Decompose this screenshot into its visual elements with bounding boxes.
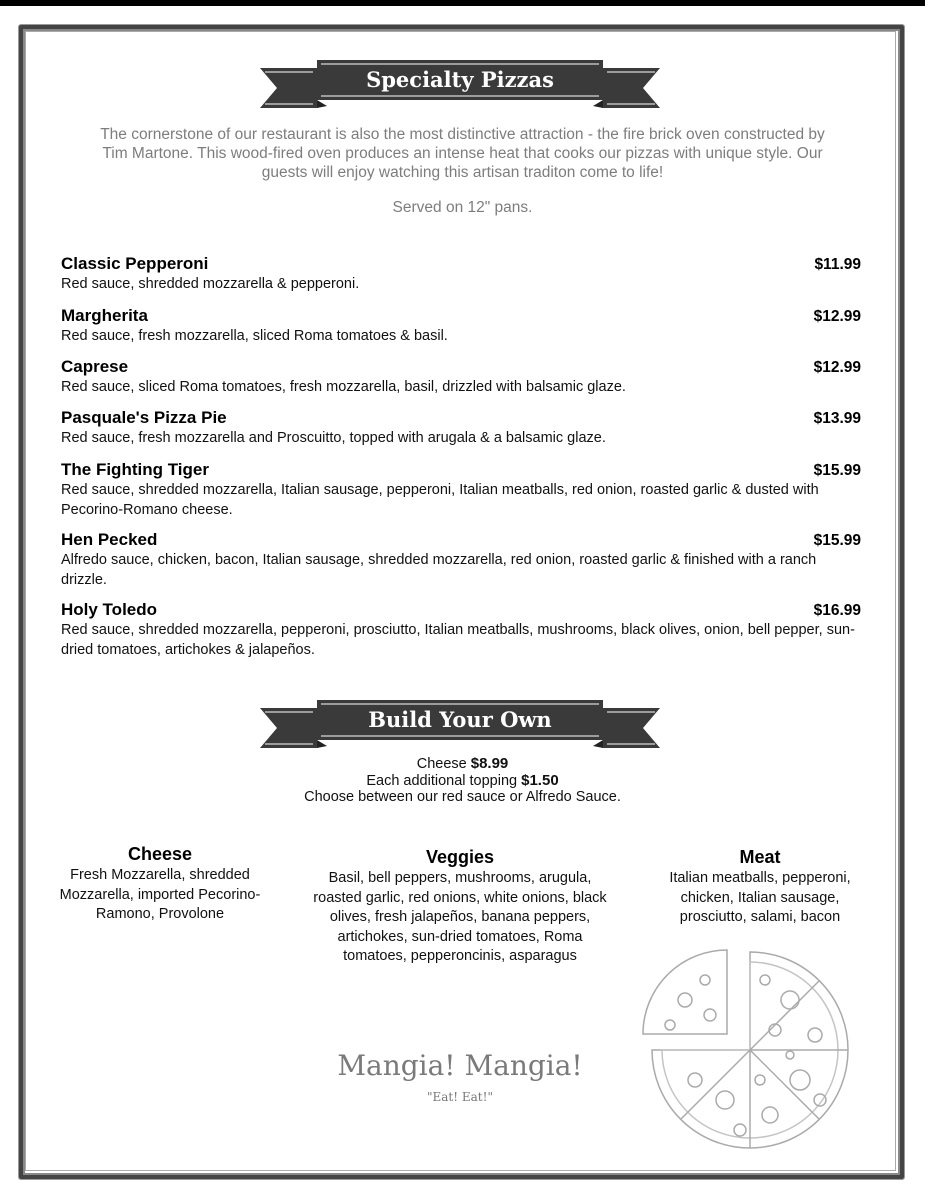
item-name: Holy Toledo	[61, 600, 158, 619]
item-price: $13.99	[813, 410, 861, 427]
item-name: Caprese	[61, 357, 129, 376]
column-title: Veggies	[425, 847, 495, 867]
byo-cheese-price: $8.99	[470, 755, 509, 772]
section-title-specialty: Specialty Pizzas	[366, 67, 554, 92]
menu-item	[61, 408, 861, 449]
item-description: Red sauce, fresh mozzarella, sliced Roma tomatoes & basil.	[61, 328, 448, 344]
byo-topping-label: Each additional topping	[366, 773, 518, 789]
column-title: Meat	[739, 847, 781, 867]
menu-item	[61, 460, 861, 520]
tagline: Mangia! Mangia!	[337, 1049, 583, 1082]
menu-item	[61, 530, 861, 590]
item-description: Red sauce, fresh mozzarella and Proscuitto, topped with arugala & a balsamic glaze.	[61, 430, 606, 446]
byo-sauce-note: Choose between our red sauce or Alfredo Sauce.	[304, 789, 621, 805]
item-description: Red sauce, shredded mozzarella, pepperoni, prosciutto, Italian meatballs, mushrooms, black olives, onion, bell pepper, sun-dried tomatoes, artichokes & jalapeños.	[61, 622, 855, 658]
item-name: Hen Pecked	[61, 530, 158, 549]
byo-cheese-label: Cheese	[416, 756, 467, 772]
byo-banner	[255, 690, 665, 760]
item-price: $16.99	[813, 602, 861, 619]
column-meat	[650, 846, 870, 928]
byo-topping-line	[0, 773, 925, 789]
item-description: Red sauce, shredded mozzarella, Italian sausage, pepperoni, Italian meatballs, red onion, roasted garlic & dusted with Pecorino-Romano cheese.	[61, 482, 819, 518]
served-note: Served on 12" pans.	[392, 199, 533, 216]
column-cheese	[45, 843, 275, 925]
menu-item	[61, 254, 861, 295]
menu-item	[61, 357, 861, 398]
item-price: $15.99	[813, 462, 861, 479]
item-price: $11.99	[814, 256, 861, 273]
column-text: Fresh Mozzarella, shredded Mozzarella, imported Pecorino-Ramono, Provolone	[59, 867, 261, 922]
byo-topping-price: $1.50	[521, 772, 559, 789]
item-description: Red sauce, shredded mozzarella & pepperoni.	[61, 276, 360, 292]
tagline-translation: "Eat! Eat!"	[427, 1090, 493, 1104]
column-veggies	[305, 846, 615, 967]
top-edge	[0, 0, 925, 6]
item-description: Alfredo sauce, chicken, bacon, Italian sausage, shredded mozzarella, red onion, roasted garlic & finished with a ranch drizzle.	[61, 552, 817, 588]
column-title: Cheese	[127, 844, 193, 864]
menu-item	[61, 600, 861, 660]
item-name: Pasquale's Pizza Pie	[61, 408, 227, 427]
intro-paragraph: The cornerstone of our restaurant is also the most distinctive attraction - the fire brick oven constructed by Tim Martone. This wood-fired oven produces an intense heat that cooks our pizzas with unique style. Our guests will enjoy watching this artisan traditon come to life!	[100, 126, 825, 181]
menu-item	[61, 306, 861, 347]
byo-cheese-line	[0, 756, 925, 772]
item-price: $12.99	[813, 359, 861, 376]
item-price: $15.99	[813, 532, 861, 549]
item-name: The Fighting Tiger	[61, 460, 209, 479]
item-price: $12.99	[813, 308, 861, 325]
item-description: Red sauce, sliced Roma tomatoes, fresh mozzarella, basil, drizzled with balsamic glaze.	[61, 379, 626, 395]
specialty-banner	[255, 50, 665, 120]
column-text: Basil, bell peppers, mushrooms, arugula, roasted garlic, red onions, white onions, black olives, fresh jalapeños, banana peppers, artichokes, sun-dried tomatoes, Roma tomatoes, pepperoncinis, asparagus	[313, 870, 607, 964]
item-name: Margherita	[61, 306, 148, 325]
section-title-byo: Build Your Own	[368, 707, 552, 732]
item-name: Classic Pepperoni	[61, 254, 209, 273]
column-text: Italian meatballs, pepperoni, chicken, Italian sausage, prosciutto, salami, bacon	[669, 870, 851, 925]
pizza-sketch-icon	[640, 940, 865, 1165]
